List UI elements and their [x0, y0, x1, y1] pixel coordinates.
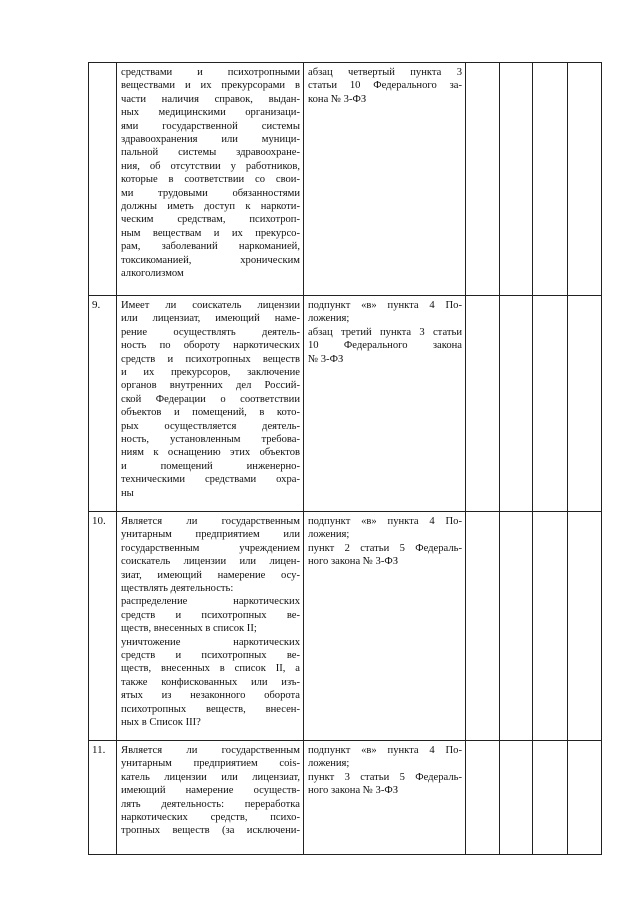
question-cell: [117, 296, 304, 512]
question-line: зиат, имеющий намерение осу-: [121, 569, 300, 581]
answer-cell-yes[interactable]: [466, 296, 500, 512]
answer-cell-no[interactable]: [500, 296, 533, 512]
question-line: имеющий намерение осуществ-: [121, 785, 300, 797]
question-line: ных медицинскими организаци-: [121, 107, 300, 119]
basis-line: пункт 2 статьи 5 Федераль-: [308, 542, 462, 554]
answer-cell-yes[interactable]: [466, 63, 500, 296]
question-line: ность по обороту наркотических: [121, 340, 300, 352]
basis-line: кона № 3-ФЗ: [308, 93, 367, 105]
basis-line: абзац третий пункта 3 статьи: [308, 326, 462, 338]
basis-line: № 3-ФЗ: [308, 353, 344, 365]
question-line: Имеет ли соискатель лицензии: [121, 300, 300, 311]
question-line: рам, заболеваний наркоманией,: [121, 241, 300, 253]
question-line: Является ли государственным: [121, 745, 300, 756]
basis-line: подпункт «в» пункта 4 По-: [308, 300, 462, 311]
requirements-table: [88, 62, 602, 855]
question-line: здравоохранения или муници-: [121, 134, 300, 146]
question-line: распределение наркотических: [121, 596, 300, 608]
question-line: государственным учреждением: [121, 542, 300, 554]
answer-cell-yes[interactable]: [466, 741, 500, 855]
question-line: ниям к оснащению этих объектов: [121, 447, 300, 459]
answer-cell-note[interactable]: [568, 741, 602, 855]
question-line: также конфискованных или изъ-: [121, 676, 300, 688]
answer-cell-no[interactable]: [500, 63, 533, 296]
basis-line: статьи 10 Федерального за-: [308, 80, 462, 92]
question-line: средств и психотропных веществ: [121, 353, 300, 365]
answer-cell-na[interactable]: [533, 512, 568, 741]
question-line: ятых из незаконного оборота: [121, 690, 300, 702]
question-line: органов внутренних дел Россий-: [121, 380, 300, 392]
question-line: ществ, внесенных в список II, а: [121, 663, 300, 675]
question-line: ществлять деятельность:: [121, 583, 234, 595]
answer-cell-no[interactable]: [500, 512, 533, 741]
question-cell: [117, 741, 304, 855]
question-line: ния, об отсутствии у работников,: [121, 160, 300, 172]
basis-line: пункт 3 статьи 5 Федераль-: [308, 771, 462, 783]
question-line: ческим средствам, психотроп-: [121, 214, 300, 226]
question-line: тропных веществ (за исключени-: [121, 825, 300, 837]
question-line: должны иметь доступ к наркоти-: [121, 201, 300, 213]
basis-line: подпункт «в» пункта 4 По-: [308, 516, 462, 527]
question-line: средств и психотропных ве-: [121, 650, 300, 662]
question-line: веществами и их прекурсорами в: [121, 80, 300, 92]
basis-line: ложения;: [308, 758, 350, 770]
question-line: которые в соответствии со свои-: [121, 174, 300, 186]
question-line: рение осуществлять деятель-: [121, 326, 300, 338]
basis-line: ложения;: [308, 529, 350, 541]
legal-basis-cell: [304, 63, 466, 296]
table-row: [89, 741, 602, 855]
answer-cell-note[interactable]: [568, 512, 602, 741]
question-line: ями государственной системы: [121, 120, 300, 132]
question-line: наркотических средств, психо-: [121, 812, 300, 824]
question-cell: [117, 512, 304, 741]
basis-line: ного закона № 3-ФЗ: [308, 785, 399, 797]
question-line: рых осуществляется деятель-: [121, 420, 300, 432]
question-line: ность, установленным требова-: [121, 434, 300, 446]
question-line: лять деятельность: переработка: [121, 798, 300, 810]
question-line: ных в Список III?: [121, 717, 201, 729]
table-row: [89, 512, 602, 741]
question-line: ны: [121, 487, 134, 499]
basis-line: 10 Федерального закона: [308, 340, 462, 352]
basis-line: ложения;: [308, 313, 350, 325]
question-line: токсикоманией, хроническим: [121, 254, 300, 266]
question-line: ской Федерации о соответствии: [121, 393, 300, 405]
row-number: 10.: [89, 512, 117, 741]
question-line: и их прекурсоров, заключение: [121, 367, 300, 379]
question-line: техническими средствами охра-: [121, 474, 300, 486]
question-line: средствами и психотропными: [121, 67, 300, 78]
question-line: части наличия справок, выдан-: [121, 93, 300, 105]
question-line: Является ли государственным: [121, 516, 300, 527]
question-line: психотропных веществ, внесен-: [121, 703, 300, 715]
question-line: катель лицензии или лицензиат,: [121, 771, 300, 783]
question-cell: [117, 63, 304, 296]
answer-cell-no[interactable]: [500, 741, 533, 855]
question-line: ми трудовыми обязанностями: [121, 187, 300, 199]
question-line: алкоголизмом: [121, 268, 184, 280]
question-line: пальной системы здравоохране-: [121, 147, 300, 159]
answer-cell-na[interactable]: [533, 741, 568, 855]
row-number: 11.: [89, 741, 117, 855]
answer-cell-note[interactable]: [568, 63, 602, 296]
basis-line: подпункт «в» пункта 4 По-: [308, 745, 462, 756]
question-line: унитарным предприятием сois-: [121, 758, 300, 770]
answer-cell-note[interactable]: [568, 296, 602, 512]
row-number: [89, 63, 117, 296]
table-row: [89, 296, 602, 512]
legal-basis-cell: [304, 741, 466, 855]
question-line: соискатель лицензии или лицен-: [121, 556, 300, 568]
legal-basis-cell: [304, 296, 466, 512]
question-line: или лицензиат, имеющий наме-: [121, 313, 300, 325]
row-number: 9.: [89, 296, 117, 512]
answer-cell-na[interactable]: [533, 63, 568, 296]
basis-line: ного закона № 3-ФЗ: [308, 556, 399, 568]
question-line: ным веществам и их прекурсо-: [121, 227, 300, 239]
table-row: [89, 63, 602, 296]
legal-basis-cell: [304, 512, 466, 741]
answer-cell-na[interactable]: [533, 296, 568, 512]
question-line: объектов и помещений, в кото-: [121, 407, 300, 419]
basis-line: абзац четвертый пункта 3: [308, 67, 462, 78]
question-line: ществ, внесенных в список II;: [121, 623, 257, 635]
answer-cell-yes[interactable]: [466, 512, 500, 741]
question-line: унитарным предприятием или: [121, 529, 300, 541]
question-line: и помещений инженерно-: [121, 460, 300, 472]
question-line: средств и психотропных ве-: [121, 609, 300, 621]
question-line: уничтожение наркотических: [121, 636, 300, 648]
